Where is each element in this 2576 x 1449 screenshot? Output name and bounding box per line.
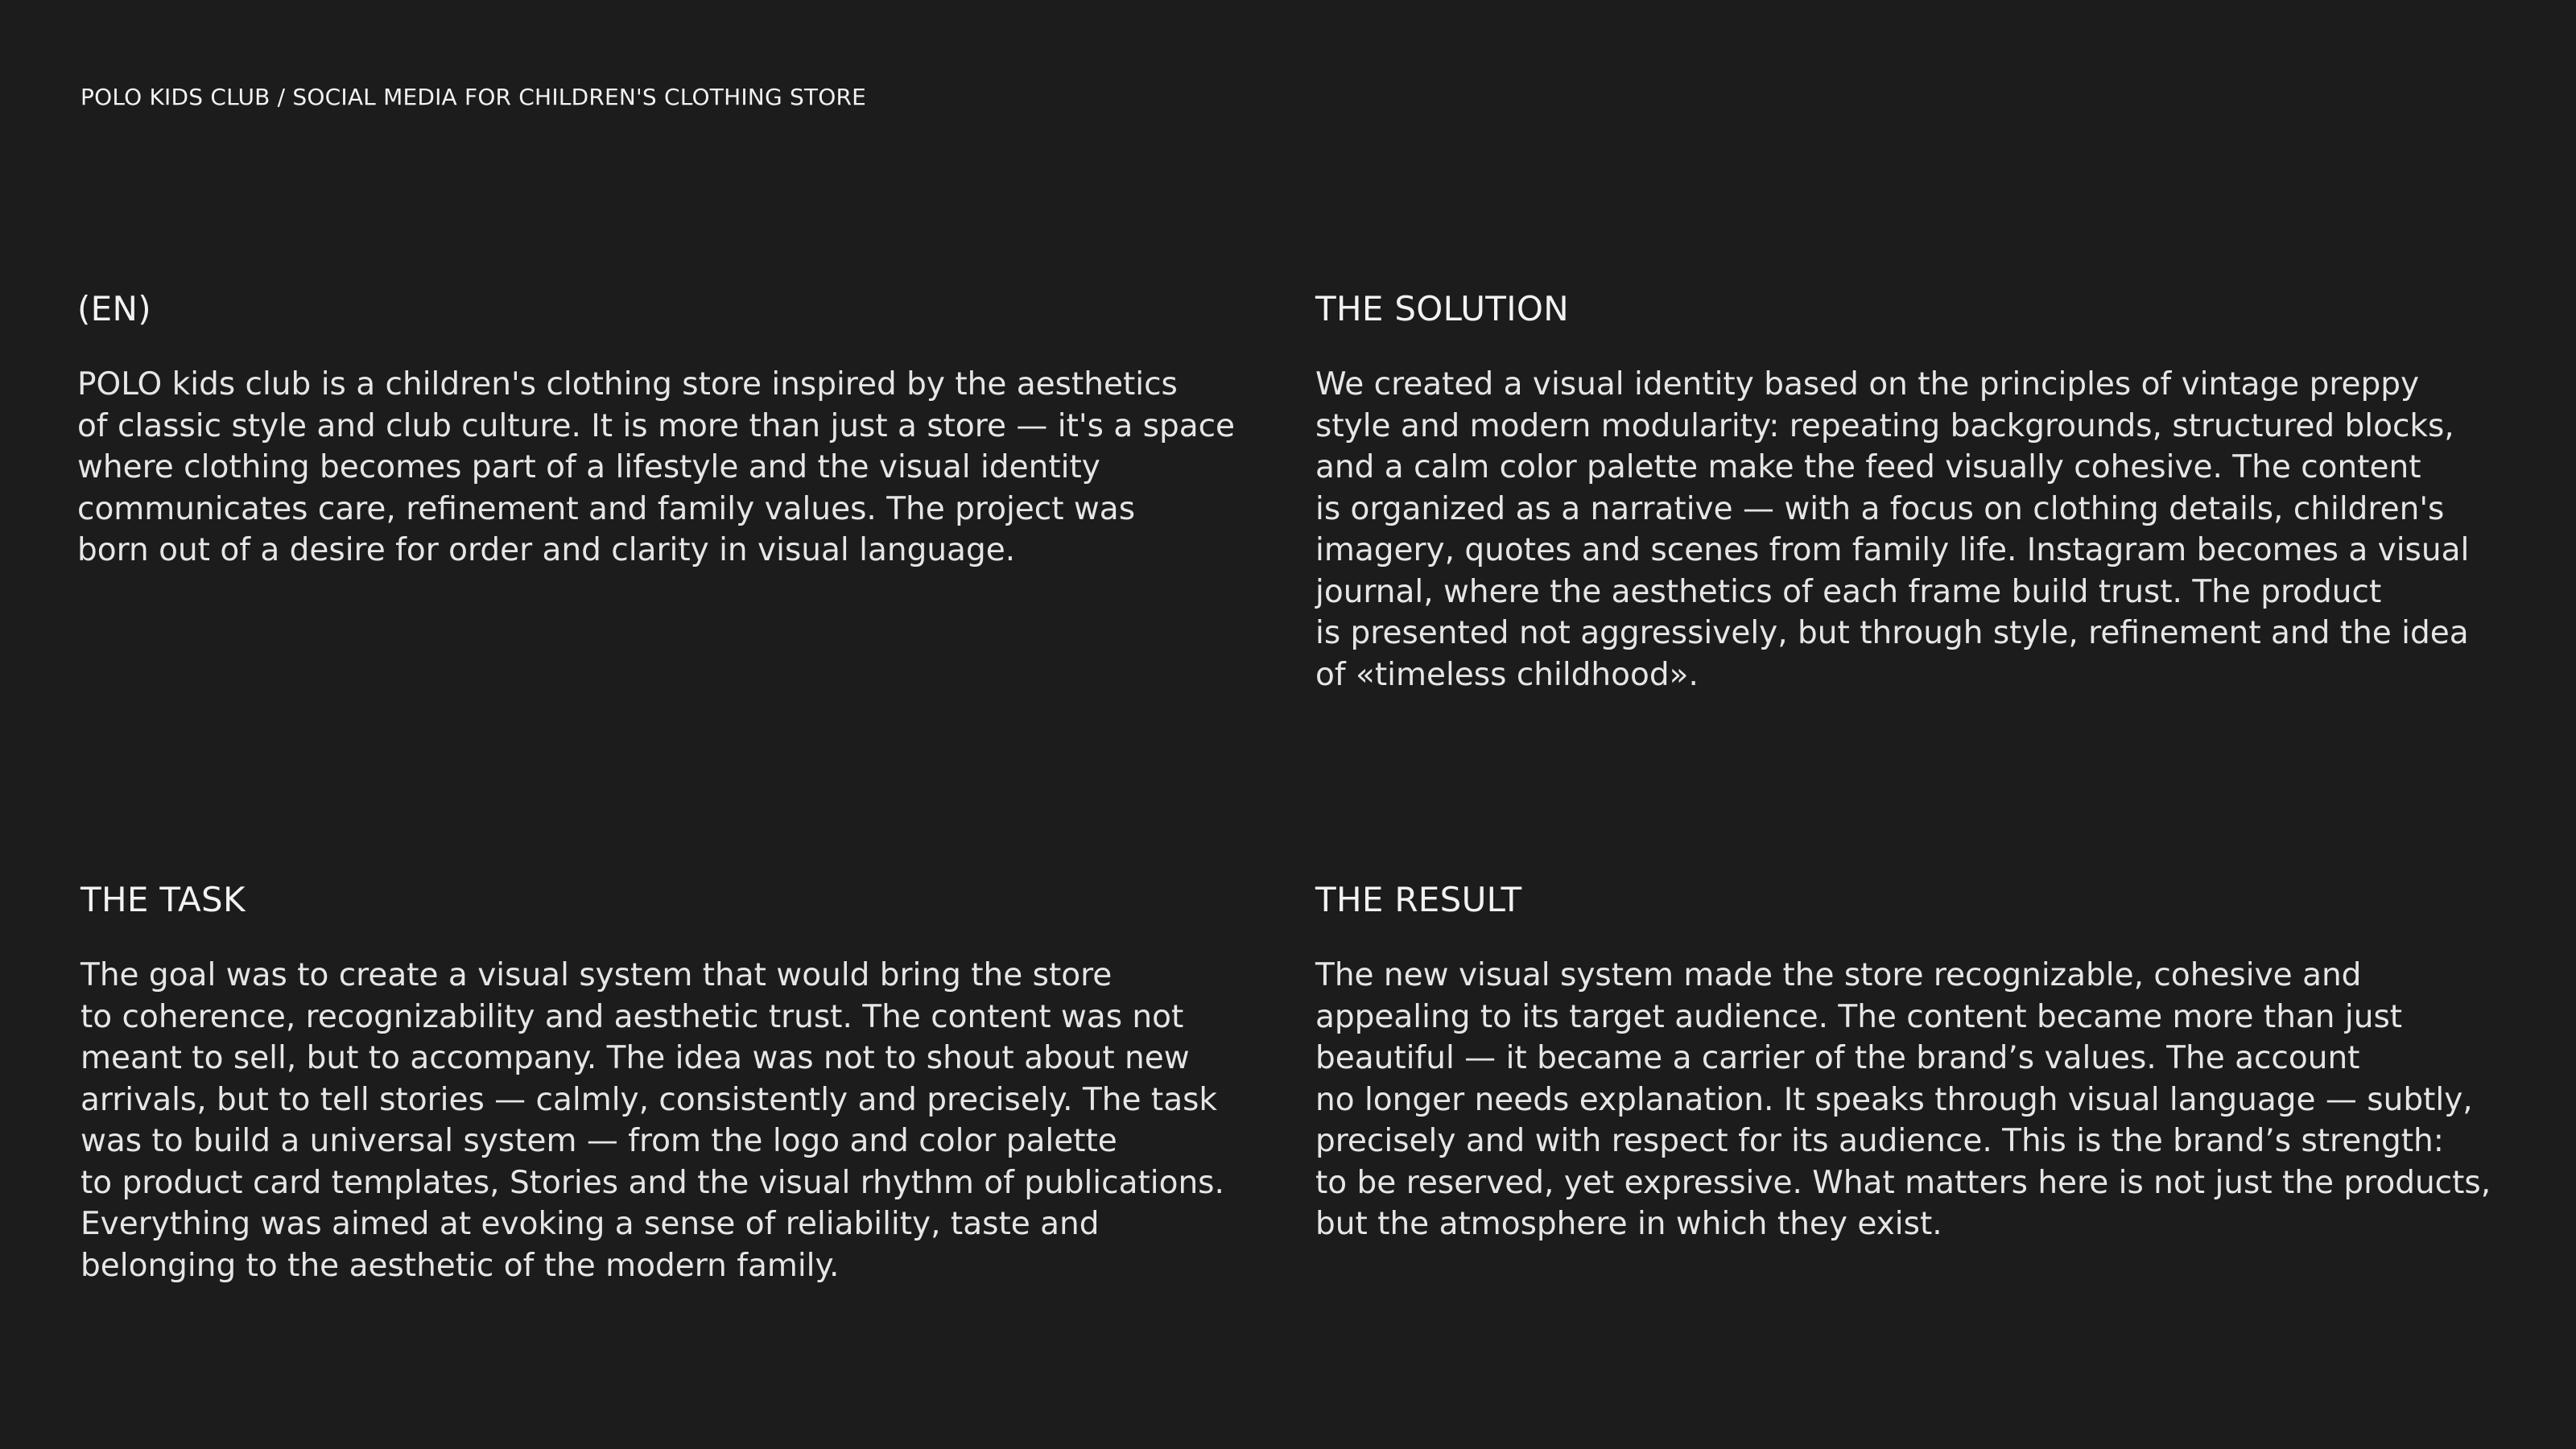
text-line: to be reserved, yet expressive. What matters here is not just the products, (1315, 1164, 2491, 1201)
text-line: belonging to the aesthetic of the modern family. (80, 1247, 840, 1284)
text-line: communicates care, refinement and family values. The project was (77, 490, 1136, 527)
text-line: is presented not aggressively, but through style, refinement and the idea (1315, 615, 2469, 651)
text-line: arrivals, but to tell stories — calmly, consistently and precisely. The task (80, 1081, 1217, 1118)
text-line: meant to sell, but to accompany. The idea was not to shout about new (80, 1040, 1190, 1076)
text-line: no longer needs explanation. It speaks through visual language — subtly, (1315, 1081, 2473, 1118)
text-line: of «timeless childhood». (1315, 656, 1699, 693)
text-line: but the atmosphere in which they exist. (1315, 1206, 1942, 1242)
section-title-task: THE TASK (80, 880, 246, 919)
text-line: to coherence, recognizability and aesthetic trust. The content was not (80, 998, 1184, 1035)
text-line: born out of a desire for order and clarity in visual language. (77, 532, 1016, 568)
text-line: beautiful — it became a carrier of the brand’s values. The account (1315, 1040, 2360, 1076)
section-body-solution (1315, 364, 2507, 696)
section-en (77, 287, 1269, 572)
section-body-en (77, 364, 1269, 572)
section-task (80, 877, 1272, 1286)
section-title-result: THE RESULT (1315, 880, 1522, 919)
text-line: POLO kids club is a children's clothing store inspired by the aesthetics (77, 366, 1178, 402)
section-body-result (1315, 955, 2507, 1245)
text-line: to product card templates, Stories and the visual rhythm of publications. (80, 1164, 1224, 1201)
text-line: precisely and with respect for its audience. This is the brand’s strength: (1315, 1123, 2444, 1159)
section-result (1315, 877, 2507, 1245)
text-line: appealing to its target audience. The content became more than just (1315, 998, 2403, 1035)
section-title-en: (EN) (77, 289, 151, 328)
text-line: journal, where the aesthetics of each frame build trust. The product (1315, 573, 2382, 610)
text-line: style and modern modularity: repeating backgrounds, structured blocks, (1315, 407, 2454, 444)
text-line: was to build a universal system — from the logo and color palette (80, 1123, 1117, 1159)
page-header: POLO KIDS CLUB / SOCIAL MEDIA FOR CHILDREN'S CLOTHING STORE (80, 84, 867, 110)
section-title-solution: THE SOLUTION (1315, 289, 1570, 328)
text-line: and a calm color palette make the feed visually cohesive. The content (1315, 449, 2421, 485)
text-line: imagery, quotes and scenes from family life. Instagram becomes a visual (1315, 532, 2470, 568)
text-line: We created a visual identity based on the principles of vintage preppy (1315, 366, 2420, 402)
text-line: of classic style and club culture. It is more than just a store — it's a space (77, 407, 1236, 444)
text-line: where clothing becomes part of a lifestyle and the visual identity (77, 449, 1100, 485)
section-body-task (80, 955, 1272, 1286)
text-line: is organized as a narrative — with a focus on clothing details, children's (1315, 490, 2445, 527)
text-line: The new visual system made the store recognizable, cohesive and (1315, 957, 2362, 993)
text-line: Everything was aimed at evoking a sense of reliability, taste and (80, 1206, 1100, 1242)
text-line: The goal was to create a visual system that would bring the store (80, 957, 1113, 993)
section-solution (1315, 287, 2507, 696)
